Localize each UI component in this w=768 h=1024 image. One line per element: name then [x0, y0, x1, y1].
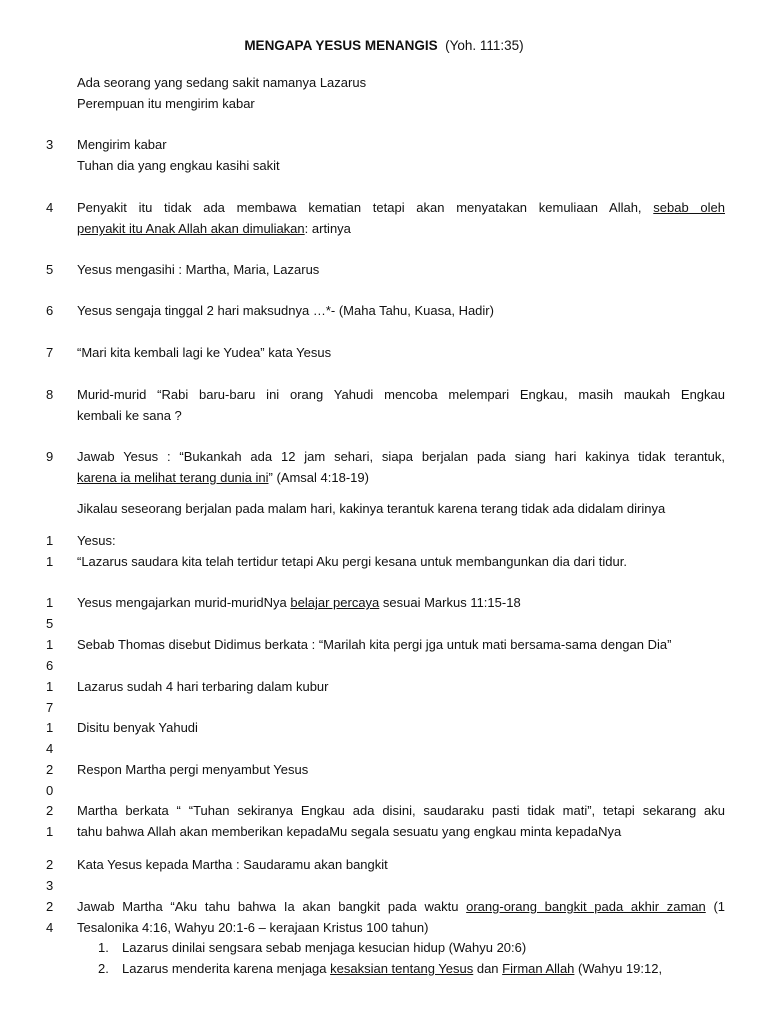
item-number-digit: 1	[46, 637, 54, 652]
item-number-digit: 1	[46, 720, 54, 735]
item-21-line-1: Martha berkata “ “Tuhan sekiranya Engkau ada disini, saudaraku pasti tidak mati”, tetapi sekarang aku	[77, 803, 725, 818]
list-item-text: Lazarus menderita karena menjaga	[122, 961, 331, 976]
item-4-line-2	[77, 218, 725, 239]
item-number-digit: 4	[46, 920, 54, 935]
list-item	[98, 958, 728, 979]
item-15-text: Yesus mengajarkan murid-muridNya	[77, 595, 291, 610]
item-4-text: : artinya	[304, 221, 351, 236]
item-9-underlined: karena ia melihat terang dunia ini	[77, 470, 269, 485]
item-15-line	[77, 592, 725, 613]
item-15-text: sesuai Markus 11:15-18	[379, 595, 521, 610]
item-number: 9	[46, 449, 54, 464]
item-number: 8	[46, 387, 54, 402]
item-number: 5	[46, 262, 54, 277]
item-21-line-2: tahu bahwa Allah akan memberikan kepadaMu segala sesuatu yang engkau minta kepadaNya	[77, 824, 622, 839]
item-number-digit: 0	[46, 783, 54, 798]
item-number: 4	[46, 200, 54, 215]
item-24-line-1	[77, 896, 725, 917]
list-item	[98, 937, 728, 958]
item-8-line-1: Murid-murid “Rabi baru-baru ini orang Yahudi mencoba melempari Engkau, masih maukah Engkau	[77, 387, 725, 402]
intro-line-1: Ada seorang yang sedang sakit namanya Lazarus	[77, 75, 367, 90]
list-item-text: Lazarus dinilai sengsara sebab menjaga kesucian hidup (Wahyu 20:6)	[122, 940, 527, 955]
item-number-digit: 1	[46, 679, 54, 694]
title-main: MENGAPA YESUS MENANGIS	[244, 38, 438, 53]
item-24-underlined: orang-orang bangkit pada akhir zaman	[466, 899, 706, 914]
list-item-underlined: kesaksian tentang Yesus	[330, 961, 474, 976]
item-number-digit: 6	[46, 658, 54, 673]
item-9-line-1: Jawab Yesus : “Bukankah ada 12 jam sehari, siapa berjalan pada siang hari kakinya tidak terantuk,	[77, 449, 725, 464]
item-11-line-2: “Lazarus saudara kita telah tertidur tetapi Aku pergi kesana untuk membangunkan dia dari tidur.	[77, 554, 627, 569]
item-4-underlined: sebab oleh	[653, 200, 725, 215]
item-7-text: “Mari kita kembali lagi ke Yudea” kata Yesus	[77, 345, 332, 360]
list-item-number: 2.	[98, 961, 109, 976]
item-number: 3	[46, 137, 54, 152]
list-item-text: dan	[473, 961, 503, 976]
item-number-digit: 1	[46, 595, 54, 610]
item-5-text: Yesus mengasihi : Martha, Maria, Lazarus	[77, 262, 320, 277]
item-11-line-1: Yesus:	[77, 533, 116, 548]
item-6-text: Yesus sengaja tinggal 2 hari maksudnya …*- (Maha Tahu, Kuasa, Hadir)	[77, 303, 494, 318]
item-number-digit: 7	[46, 700, 54, 715]
item-4-underlined: penyakit itu Anak Allah akan dimuliakan	[77, 221, 305, 236]
item-8-line-2: kembali ke sana ?	[77, 408, 182, 423]
item-4-text: Penyakit itu tidak ada membawa kematian tetapi akan menyatakan kemuliaan Allah,	[77, 200, 654, 215]
item-24-line-2: Tesalonika 4:16, Wahyu 20:1-6 – kerajaan Kristus 100 tahun)	[77, 920, 429, 935]
item-9-line-3: Jikalau seseorang berjalan pada malam hari, kakinya terantuk karena terang tidak ada didalam dirinya	[77, 501, 666, 516]
item-24-text: (1	[705, 899, 725, 914]
item-14-text: Disitu benyak Yahudi	[77, 720, 198, 735]
item-number-digit: 2	[46, 803, 54, 818]
item-number-digit: 4	[46, 741, 54, 756]
item-23-text: Kata Yesus kepada Martha : Saudaramu akan bangkit	[77, 857, 388, 872]
item-number-digit: 2	[46, 857, 54, 872]
item-9-text: ” (Amsal 4:18-19)	[268, 470, 369, 485]
list-item-number: 1.	[98, 940, 109, 955]
item-16-text: Sebab Thomas disebut Didimus berkata : “Marilah kita pergi jga untuk mati bersama-sama dengan Dia”	[77, 637, 672, 652]
item-number-digit: 3	[46, 878, 54, 893]
page-title	[0, 38, 768, 53]
item-number-digit: 1	[46, 533, 54, 548]
item-24-text: Jawab Martha “Aku tahu bahwa Ia akan bangkit pada waktu	[77, 899, 467, 914]
item-20-text: Respon Martha pergi menyambut Yesus	[77, 762, 309, 777]
item-number-digit: 2	[46, 899, 54, 914]
item-number-digit: 5	[46, 616, 54, 631]
title-reference: (Yoh. 111:35)	[445, 38, 524, 53]
item-15-underlined: belajar percaya	[290, 595, 380, 610]
item-3-line-2: Tuhan dia yang engkau kasihi sakit	[77, 158, 280, 173]
item-number-digit: 1	[46, 824, 54, 839]
item-number: 7	[46, 345, 54, 360]
item-9-line-2	[77, 467, 725, 488]
item-number: 6	[46, 303, 54, 318]
item-number-digit: 1	[46, 554, 54, 569]
intro-line-2: Perempuan itu mengirim kabar	[77, 96, 255, 111]
list-item-text: (Wahyu 19:12,	[574, 961, 663, 976]
item-number-digit: 2	[46, 762, 54, 777]
item-4-line-1	[77, 197, 725, 218]
list-item-underlined: Firman Allah	[502, 961, 575, 976]
item-17-text: Lazarus sudah 4 hari terbaring dalam kubur	[77, 679, 329, 694]
item-3-line-1: Mengirim kabar	[77, 137, 167, 152]
